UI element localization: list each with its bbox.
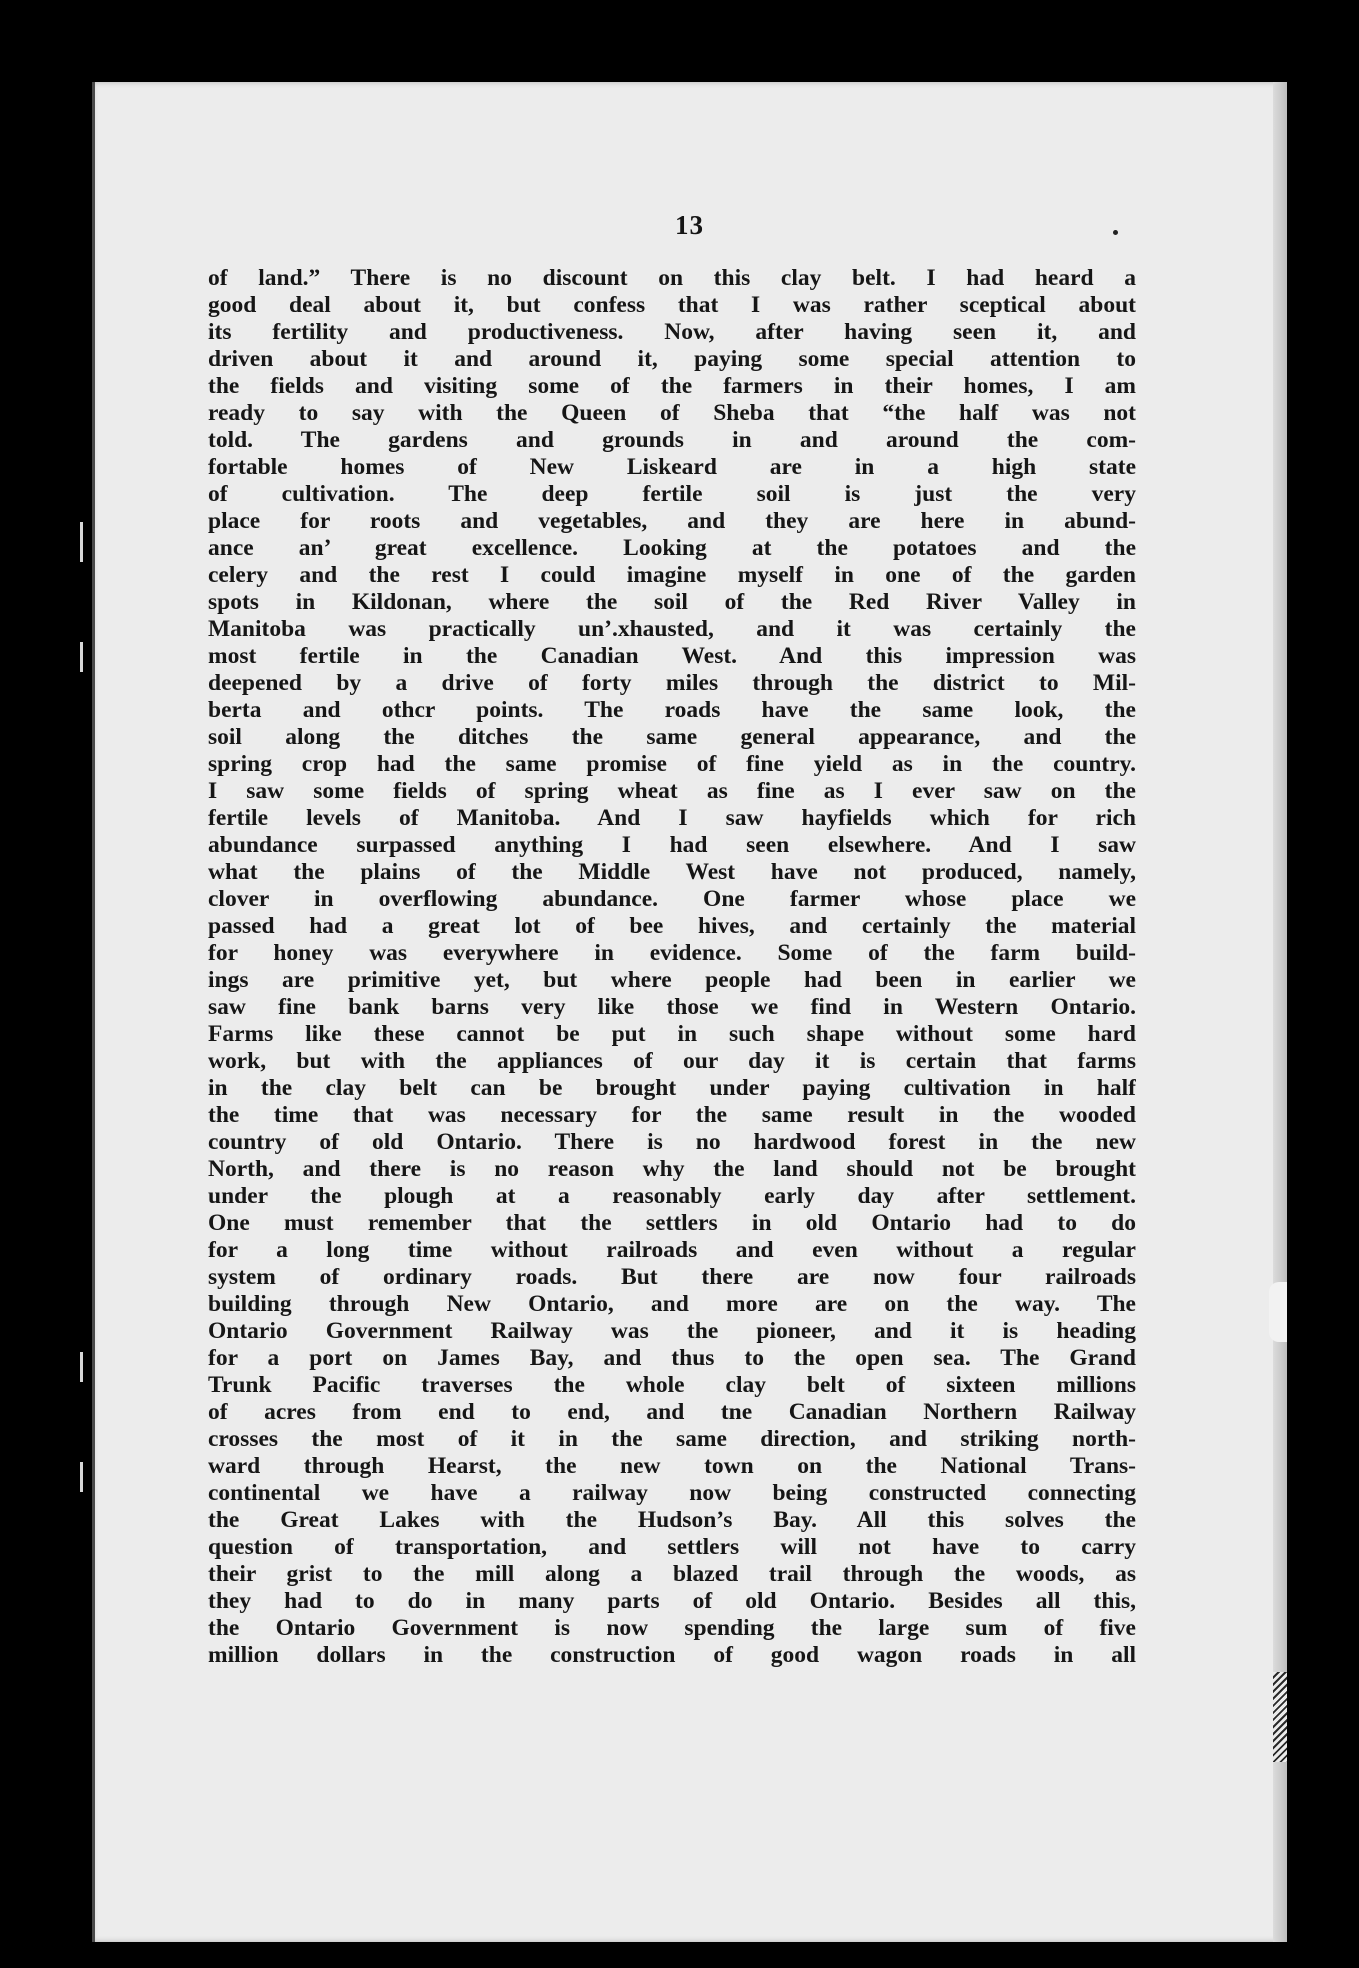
margin-mark: [80, 522, 83, 562]
text-line: for a long time without railroads and even without a regular: [208, 1237, 1136, 1263]
text-line: work, but with the appliances of our day it is certain that farms: [208, 1048, 1136, 1074]
text-line: driven about it and around it, paying some special attention to: [208, 346, 1136, 372]
text-line: they had to do in many parts of old Ontario. Besides all this,: [208, 1588, 1136, 1614]
text-line: of land.” There is no discount on this clay belt. I had heard a: [208, 265, 1136, 291]
text-line: building through New Ontario, and more are on the way. The: [208, 1291, 1136, 1317]
text-line: Farms like these cannot be put in such shape without some hard: [208, 1021, 1136, 1047]
text-line: for a port on James Bay, and thus to the open sea. The Grand: [208, 1345, 1136, 1371]
text-line: Ontario Government Railway was the pioneer, and it is heading: [208, 1318, 1136, 1344]
text-line: most fertile in the Canadian West. And this impression was: [208, 643, 1136, 669]
margin-mark: [80, 642, 83, 672]
text-line: of acres from end to end, and tne Canadian Northern Railway: [208, 1399, 1136, 1425]
text-line: abundance surpassed anything I had seen elsewhere. And I saw: [208, 832, 1136, 858]
text-line: ance an’ great excellence. Looking at the potatoes and the: [208, 535, 1136, 561]
body-text: [208, 265, 1136, 1669]
text-line: the fields and visiting some of the farmers in their homes, I am: [208, 373, 1136, 399]
text-line: good deal about it, but confess that I was rather sceptical about: [208, 292, 1136, 318]
book-page: [92, 82, 1287, 1942]
text-line: continental we have a railway now being constructed connecting: [208, 1480, 1136, 1506]
text-line: told. The gardens and grounds in and around the com-: [208, 427, 1136, 453]
text-line: the Great Lakes with the Hudson’s Bay. All this solves the: [208, 1507, 1136, 1533]
text-line: of cultivation. The deep fertile soil is just the very: [208, 481, 1136, 507]
text-line: ings are primitive yet, but where people had been in earlier we: [208, 967, 1136, 993]
text-line: deepened by a drive of forty miles through the district to Mil-: [208, 670, 1136, 696]
text-line: soil along the ditches the same general appearance, and the: [208, 724, 1136, 750]
text-line: North, and there is no reason why the land should not be brought: [208, 1156, 1136, 1182]
page-right-edge: [1273, 82, 1287, 1942]
text-line: place for roots and vegetables, and they are here in abund-: [208, 508, 1136, 534]
text-line: Trunk Pacific traverses the whole clay belt of sixteen millions: [208, 1372, 1136, 1398]
text-line: fertile levels of Manitoba. And I saw hayfields which for rich: [208, 805, 1136, 831]
text-line: ready to say with the Queen of Sheba that “the half was not: [208, 400, 1136, 426]
margin-mark: [80, 1352, 83, 1382]
text-line: question of transportation, and settlers will not have to carry: [208, 1534, 1136, 1560]
text-line: spring crop had the same promise of fine yield as in the country.: [208, 751, 1136, 777]
text-line: country of old Ontario. There is no hardwood forest in the new: [208, 1129, 1136, 1155]
text-line: under the plough at a reasonably early day after settlement.: [208, 1183, 1136, 1209]
page-number: 13: [675, 210, 704, 240]
text-line: its fertility and productiveness. Now, after having seen it, and: [208, 319, 1136, 345]
text-line: clover in overflowing abundance. One farmer whose place we: [208, 886, 1136, 912]
text-line: what the plains of the Middle West have not produced, namely,: [208, 859, 1136, 885]
text-line: ward through Hearst, the new town on the National Trans-: [208, 1453, 1136, 1479]
text-line: crosses the most of it in the same direction, and striking north-: [208, 1426, 1136, 1452]
text-line: saw fine bank barns very like those we find in Western Ontario.: [208, 994, 1136, 1020]
text-line: the time that was necessary for the same result in the wooded: [208, 1102, 1136, 1128]
text-line: spots in Kildonan, where the soil of the Red River Valley in: [208, 589, 1136, 615]
text-line: berta and othcr points. The roads have the same look, the: [208, 697, 1136, 723]
text-line: their grist to the mill along a blazed trail through the woods, as: [208, 1561, 1136, 1587]
scan-blot: [1269, 1282, 1287, 1342]
margin-mark: [80, 1462, 83, 1492]
text-line: fortable homes of New Liskeard are in a high state: [208, 454, 1136, 480]
page-gutter-edge: [92, 82, 95, 1942]
text-line: million dollars in the construction of good wagon roads in all: [208, 1642, 1136, 1668]
text-line: Manitoba was practically un’.xhausted, and it was certainly the: [208, 616, 1136, 642]
text-line: celery and the rest I could imagine myself in one of the garden: [208, 562, 1136, 588]
text-line: for honey was everywhere in evidence. Some of the farm build-: [208, 940, 1136, 966]
text-line: system of ordinary roads. But there are now four railroads: [208, 1264, 1136, 1290]
text-line: One must remember that the settlers in old Ontario had to do: [208, 1210, 1136, 1236]
text-line: in the clay belt can be brought under paying cultivation in half: [208, 1075, 1136, 1101]
text-line: the Ontario Government is now spending the large sum of five: [208, 1615, 1136, 1641]
scan-blot: [1273, 1672, 1287, 1762]
text-line: I saw some fields of spring wheat as fine as I ever saw on the: [208, 778, 1136, 804]
text-line: passed had a great lot of bee hives, and certainly the material: [208, 913, 1136, 939]
